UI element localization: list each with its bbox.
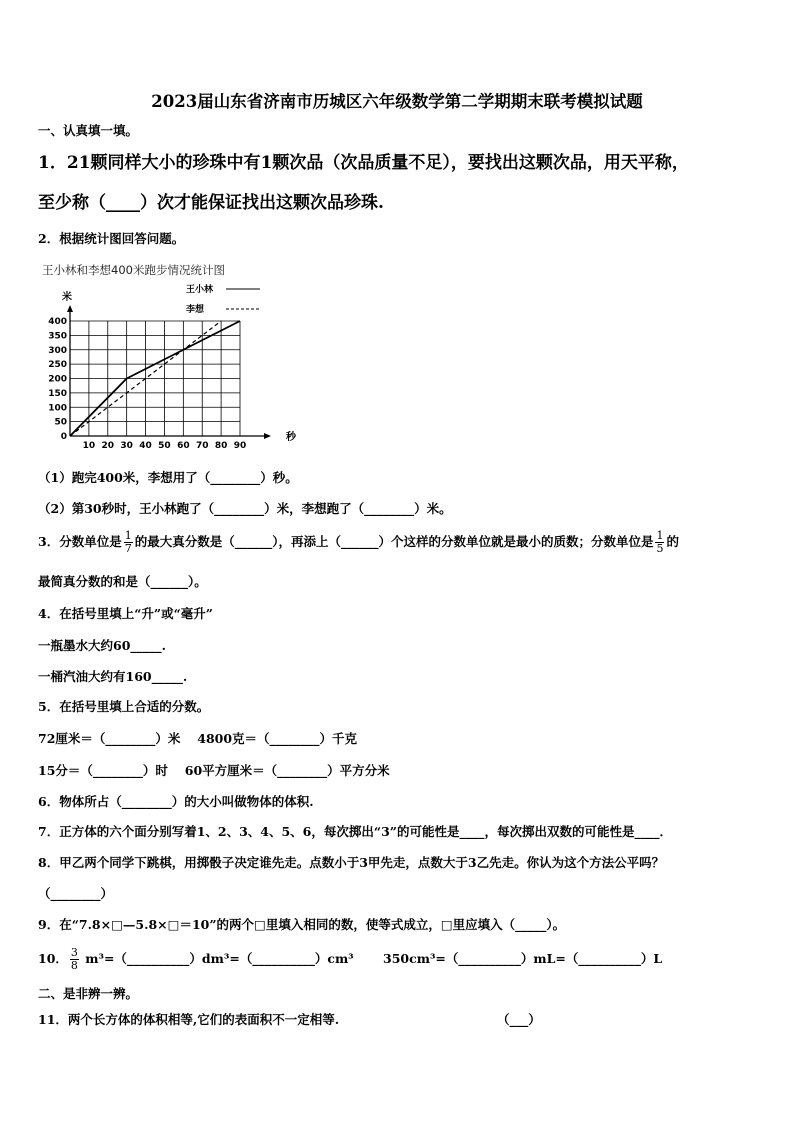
question-10-text: m³=（__________）dm³=（__________）cm³ 350cm³=（__________）mL=（__________）L — [80, 951, 663, 966]
question-3-line-2: 最简真分数的和是（______）。 — [38, 574, 207, 589]
section-heading-judge: 二、是非辨一辨。 — [38, 986, 139, 1001]
question-1-line-1: 1．21颗同样大小的珍珠中有1颗次品（次品质量不足），要找出这颗次品，用天平称， — [38, 153, 689, 173]
chart-title: 王小林和李想400米跑步情况统计图 — [42, 263, 225, 277]
legend-label: 王小林 — [186, 285, 214, 295]
section-heading-fill: 一、认真填一填。 — [38, 123, 139, 138]
x-tick-label: 60 — [177, 441, 190, 450]
running-line-chart — [38, 258, 308, 450]
question-11-answer-blank: （___） — [497, 1012, 541, 1027]
fraction-one-fifth — [655, 530, 664, 555]
x-axis-label: 秒 — [286, 432, 296, 443]
fraction-numerator: 1 — [656, 529, 664, 542]
y-tick-label: 200 — [48, 374, 67, 385]
fraction-denominator: 8 — [70, 959, 78, 972]
question-11: 11．两个长方体的体积相等,它们的表面积不一定相等. — [38, 1012, 340, 1027]
y-tick-label: 50 — [54, 417, 67, 428]
x-axis-arrow — [264, 433, 271, 439]
x-tick-label: 90 — [233, 441, 247, 450]
x-tick-label: 80 — [214, 441, 228, 450]
fraction-denominator: 7 — [124, 542, 132, 555]
question-10 — [38, 947, 662, 972]
question-3-text-a: 3．分数单位是 — [38, 534, 122, 549]
y-axis-arrow — [67, 305, 73, 312]
question-3-line-1 — [38, 530, 679, 555]
x-tick-label: 40 — [139, 441, 152, 450]
y-tick-label: 300 — [48, 345, 67, 356]
fraction-denominator: 5 — [656, 542, 664, 555]
question-3-text-c: 的 — [666, 534, 679, 549]
fraction-three-eighths — [70, 947, 79, 972]
y-axis-label: 米 — [62, 292, 72, 303]
question-2-sub-1: （1）跑完400米，李想用了（________）秒。 — [38, 470, 298, 485]
fraction-numerator: 3 — [70, 946, 78, 959]
question-8-line-1: 8．甲乙两个同学下跳棋，用掷骰子决定谁先走。点数小于3甲先走，点数大于3乙先走。你认为这个方法公平吗？ — [38, 855, 665, 870]
question-5-stem: 5．在括号里填上合适的分数。 — [38, 699, 210, 714]
question-4-stem: 4．在括号里填上“升”或“毫升” — [38, 606, 213, 621]
question-4-b: 一桶汽油大约有160_____. — [38, 669, 188, 684]
y-tick-label: 0 — [60, 432, 67, 442]
question-5-b: 15分＝（________）时 60平方厘米＝（________）平方分米 — [38, 763, 390, 778]
x-tick-label: 10 — [82, 441, 96, 450]
y-tick-label: 250 — [48, 360, 67, 371]
x-tick-label: 50 — [158, 441, 171, 450]
x-tick-label: 30 — [120, 441, 133, 450]
question-6: 6．物体所占（________）的大小叫做物体的体积. — [38, 794, 314, 809]
question-10-label: 10． — [38, 951, 68, 966]
legend-label: 李想 — [186, 305, 205, 315]
question-2-stem: 2．根据统计图回答问题。 — [38, 231, 185, 246]
y-tick-label: 150 — [48, 388, 67, 399]
fraction-one-seventh — [124, 530, 133, 555]
question-4-a: 一瓶墨水大约60_____. — [38, 638, 166, 653]
y-tick-label: 400 — [48, 317, 67, 327]
y-tick-label: 100 — [48, 403, 67, 414]
question-5-a: 72厘米＝（________）米 4800克＝（________）千克 — [38, 731, 358, 746]
question-3-text-b: 的最大真分数是（______），再添上（______）个这样的分数单位就是最小的质数；分数单位是 — [134, 534, 654, 549]
question-1-line-2: 至少称（____）次才能保证找出这颗次品珍珠. — [38, 193, 384, 213]
question-2-sub-2: （2）第30秒时，王小林跑了（________）米，李想跑了（________）米。 — [38, 501, 452, 516]
x-tick-label: 70 — [195, 441, 209, 450]
y-tick-label: 350 — [48, 331, 67, 342]
x-tick-label: 20 — [101, 441, 115, 450]
question-9: 9．在“7.8×□—5.8×□＝10”的两个□里填入相同的数，使等式成立，□里应填入（_____）。 — [38, 917, 566, 932]
question-7: 7．正方体的六个面分别写着1、2、3、4、5、6，每次掷出“3”的可能性是____，每次掷出双数的可能性是____． — [38, 824, 672, 839]
fraction-numerator: 1 — [124, 529, 132, 542]
page-title: 2023届山东省济南市历城区六年级数学第二学期期末联考模拟试题 — [151, 92, 643, 111]
question-8-line-2: （________） — [38, 886, 114, 901]
